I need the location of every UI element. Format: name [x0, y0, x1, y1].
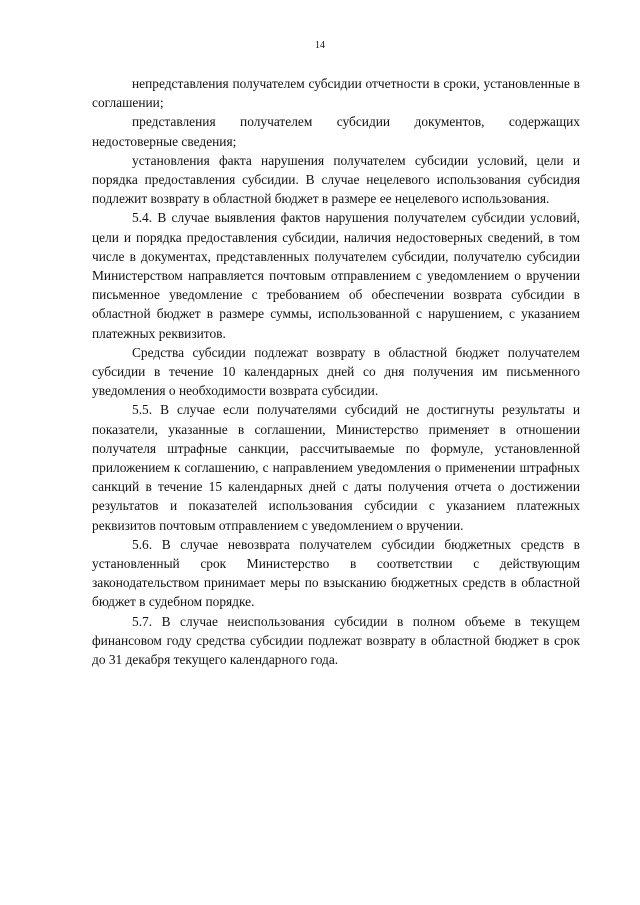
document-body	[92, 74, 580, 669]
paragraph-return-deadline: Средства субсидии подлежат возврату в областной бюджет получателем субсидии в течение 10 календарных дней со дня получения им письменного уведомления о необходимости возврата субсидии.	[92, 344, 580, 399]
paragraph-5-4: 5.4. В случае выявления фактов нарушения получателем субсидии условий, цели и порядка предоставления субсидии, наличия недостоверных сведений, в том числе в документах, представленных получателем субсидии, получателю субсидии Министерством направляется почтовым отправлением с уведомлением о вручении письменное уведомление с требованием об обеспечении возврата субсидии в областной бюджет в размере суммы, использованной с нарушением, с указанием платежных реквизитов.	[92, 210, 580, 341]
paragraph-5-5: 5.5. В случае если получателями субсидий не достигнуты результаты и показатели, указанные в соглашении, Министерство применяет в отношении получателя штрафные санкции, рассчитываемые по формуле, установленной приложением к соглашению, с направлением уведомления о применении штрафных санкций в течение 15 календарных дней с даты получения отчета о достижении результатов и показателей использования субсидии с указанием платежных реквизитов почтовым отправлением с уведомлением о вручении.	[92, 402, 580, 533]
paragraph-5-6: 5.6. В случае невозврата получателем субсидии бюджетных средств в установленный срок Министерство в соответствии с действующим законодательством принимает меры по взысканию бюджетных средств в областной бюджет в судебном порядке.	[92, 536, 580, 610]
paragraph-item-false-documents: представления получателем субсидии документов, содержащих недостоверные сведения;	[92, 114, 580, 149]
paragraph-item-violation-fact: установления факта нарушения получателем субсидии условий, цели и порядка предоставления субсидии. В случае нецелевого использования субсидия подлежит возврату в областной бюджет в размере ее нецелевого использования.	[92, 152, 580, 207]
paragraph-5-7: 5.7. В случае неиспользования субсидии в полном объеме в текущем финансовом году средства субсидии подлежат возврату в областной бюджет в срок до 31 декабря текущего календарного года.	[92, 613, 580, 668]
paragraph-item-non-reporting: непредставления получателем субсидии отчетности в сроки, установленные в соглашении;	[92, 76, 580, 111]
page-number: 14	[315, 40, 325, 51]
